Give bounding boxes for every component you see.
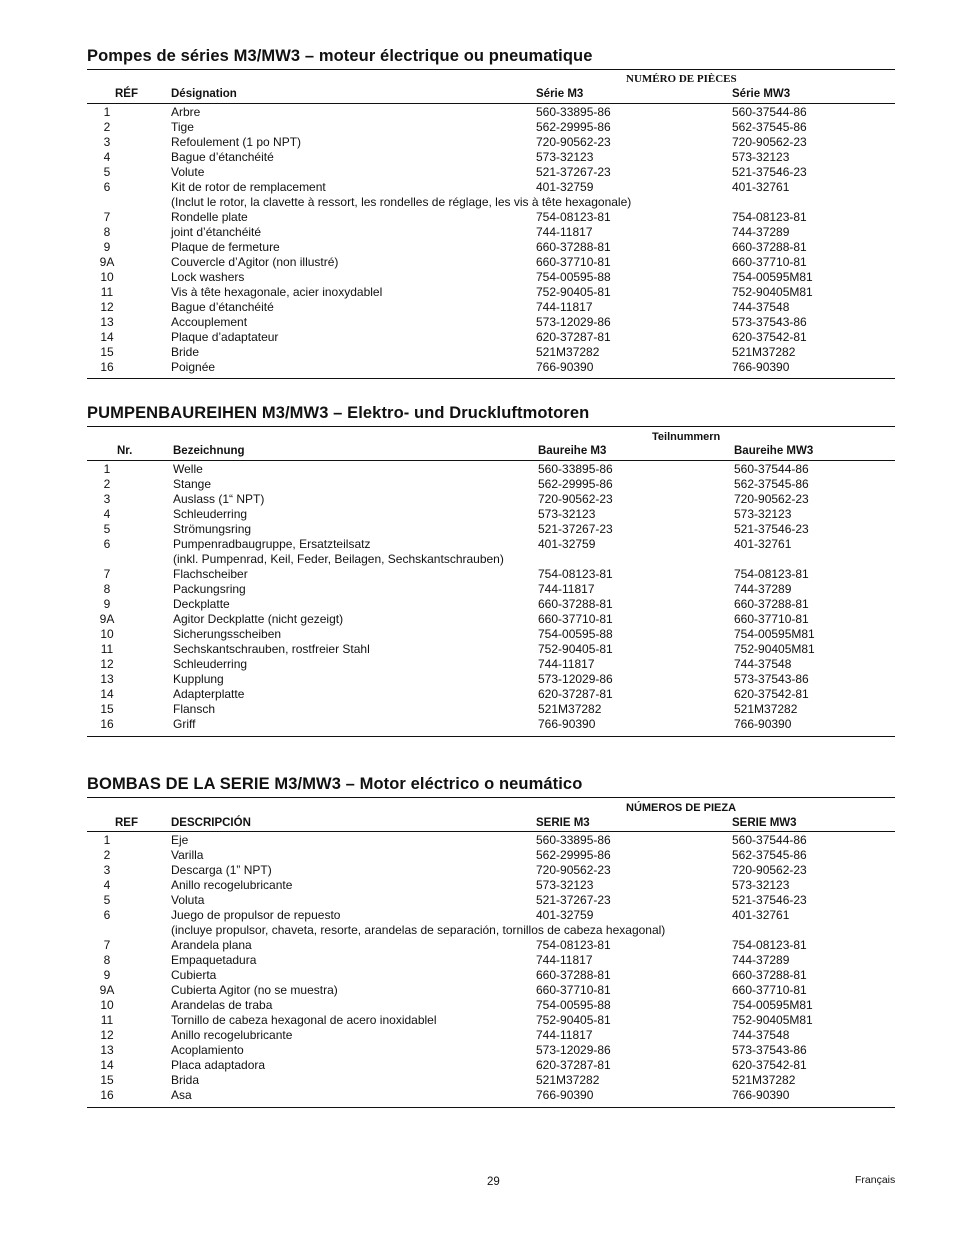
cell-part-m3: 620-37287-81 (536, 1058, 611, 1072)
cell-part-m3: 754-08123-81 (536, 938, 611, 952)
cell-description: Accouplement (171, 315, 248, 329)
table-row (87, 360, 895, 375)
cell-description: Auslass (1“ NPT) (173, 492, 265, 506)
cell-part-mw3: 560-37544-86 (732, 105, 807, 119)
table-row (87, 878, 895, 893)
cell-description: Strömungsring (173, 522, 252, 536)
cell-ref: 16 (100, 1088, 114, 1102)
cell-description: Welle (173, 462, 203, 476)
cell-part-mw3: 744-37548 (734, 657, 792, 671)
cell-part-m3: 744-11817 (536, 300, 593, 314)
cell-part-m3: 766-90390 (536, 360, 594, 374)
cell-part-mw3: 562-37545-86 (732, 848, 807, 862)
table-row (87, 833, 895, 848)
table-row (87, 863, 895, 878)
cell-part-mw3: 660-37288-81 (732, 240, 807, 254)
cell-part-mw3: 766-90390 (732, 360, 790, 374)
cell-part-mw3: 620-37542-81 (732, 330, 807, 344)
cell-part-mw3: 766-90390 (732, 1088, 790, 1102)
cell-part-mw3: 573-32123 (732, 878, 790, 892)
cell-part-m3: 521M37282 (536, 1073, 600, 1087)
table-row-note (87, 923, 895, 938)
cell-part-m3: 744-11817 (536, 953, 593, 967)
table-row (87, 893, 895, 908)
cell-ref: 9A (99, 255, 115, 269)
cell-ref: 14 (100, 687, 114, 701)
group-header: Teilnummern (652, 431, 721, 443)
col-header-ref: Nr. (117, 445, 133, 457)
col-header-designation: Désignation (171, 88, 237, 100)
cell-description: Asa (171, 1088, 192, 1102)
cell-ref: 14 (100, 330, 114, 344)
cell-part-m3: 521M37282 (538, 702, 602, 716)
cell-ref: 7 (103, 567, 111, 581)
cell-part-mw3: 744-37548 (732, 300, 790, 314)
table-row (87, 567, 895, 582)
cell-part-mw3: 521-37546-23 (732, 893, 807, 907)
cell-part-mw3: 521-37546-23 (734, 522, 809, 536)
cell-part-mw3: 752-90405M81 (734, 642, 815, 656)
table-row (87, 150, 895, 165)
cell-part-m3: 620-37287-81 (536, 330, 611, 344)
table-row (87, 285, 895, 300)
cell-part-mw3: 720-90562-23 (732, 135, 807, 149)
cell-ref: 6 (103, 537, 111, 551)
col-header-mw3: Baureihe MW3 (734, 445, 814, 457)
cell-part-m3: 521-37267-23 (536, 893, 611, 907)
cell-part-mw3: 660-37710-81 (734, 612, 809, 626)
cell-description: Plaque d’adaptateur (171, 330, 279, 344)
cell-part-m3: 752-90405-81 (536, 285, 611, 299)
cell-description: Deckplatte (173, 597, 230, 611)
cell-part-m3: 752-90405-81 (536, 1013, 611, 1027)
table-row (87, 1073, 895, 1088)
cell-ref: 15 (100, 1073, 114, 1087)
cell-part-m3: 562-29995-86 (538, 477, 613, 491)
cell-description: Schleuderring (173, 507, 248, 521)
table-row (87, 627, 895, 642)
cell-ref: 9A (99, 983, 115, 997)
col-header-m3: Série M3 (536, 88, 584, 100)
table-row (87, 717, 895, 732)
table-row (87, 315, 895, 330)
cell-ref: 11 (100, 642, 114, 656)
table-row (87, 687, 895, 702)
cell-ref: 10 (100, 998, 114, 1012)
table-row (87, 953, 895, 968)
table-row (87, 135, 895, 150)
table-row-note (87, 195, 895, 210)
cell-description: (Inclut le rotor, la clavette à ressort, les rondelles de réglage, les vis à tête hexagonale) (171, 195, 632, 209)
cell-part-m3: 754-08123-81 (536, 210, 611, 224)
cell-part-m3: 754-00595-88 (536, 998, 611, 1012)
cell-description: Kit de rotor de remplacement (171, 180, 326, 194)
cell-description: Acoplamiento (171, 1043, 244, 1057)
cell-part-mw3: 562-37545-86 (734, 477, 809, 491)
cell-part-m3: 660-37288-81 (536, 240, 611, 254)
group-header: NUMÉRO DE PIÈCES (626, 73, 737, 85)
cell-ref: 5 (103, 522, 111, 536)
cell-part-m3: 521-37267-23 (538, 522, 613, 536)
cell-description: Lock washers (171, 270, 245, 284)
table-row (87, 345, 895, 360)
cell-part-m3: 720-90562-23 (538, 492, 613, 506)
cell-ref: 2 (103, 848, 111, 862)
cell-part-mw3: 660-37710-81 (732, 255, 807, 269)
cell-description: Placa adaptadora (171, 1058, 266, 1072)
table-bottom-rule (87, 378, 895, 379)
cell-part-m3: 573-32123 (536, 878, 594, 892)
table-row (87, 225, 895, 240)
cell-ref: 15 (100, 345, 114, 359)
table-row (87, 210, 895, 225)
cell-ref: 15 (100, 702, 114, 716)
header-rule (87, 460, 895, 461)
cell-ref: 16 (100, 360, 114, 374)
cell-description: Adapterplatte (173, 687, 245, 701)
language-label: Français (855, 1174, 896, 1186)
table-row (87, 848, 895, 863)
cell-part-mw3: 660-37710-81 (732, 983, 807, 997)
table-row (87, 300, 895, 315)
cell-description: Vis à tête hexagonale, acier inoxydablel (171, 285, 383, 299)
table-bottom-rule (87, 736, 895, 737)
col-header-mw3: SERIE MW3 (732, 817, 797, 829)
cell-ref: 8 (103, 582, 111, 596)
cell-part-m3: 660-37710-81 (538, 612, 613, 626)
cell-part-m3: 560-33895-86 (538, 462, 613, 476)
cell-description: Bague d’étanchéité (171, 150, 274, 164)
table-row (87, 537, 895, 552)
cell-part-m3: 573-12029-86 (538, 672, 613, 686)
table-row (87, 255, 895, 270)
col-header-mw3: Série MW3 (732, 88, 791, 100)
cell-ref: 9 (103, 240, 111, 254)
cell-description: Bague d’étanchéité (171, 300, 274, 314)
cell-part-m3: 744-11817 (538, 657, 595, 671)
cell-description: Griff (173, 717, 196, 731)
cell-ref: 2 (103, 477, 111, 491)
cell-description: joint d’étanchéité (171, 225, 262, 239)
cell-description: Juego de propulsor de repuesto (171, 908, 341, 922)
cell-ref: 7 (103, 210, 111, 224)
table-row (87, 642, 895, 657)
cell-description: Volute (171, 165, 205, 179)
cell-description: Anillo recogelubricante (171, 1028, 293, 1042)
table-row (87, 702, 895, 717)
table-row (87, 597, 895, 612)
cell-part-m3: 744-11817 (536, 1028, 593, 1042)
cell-part-mw3: 754-08123-81 (732, 938, 807, 952)
parts-table-body (87, 833, 895, 1103)
cell-part-mw3: 744-37289 (734, 582, 792, 596)
cell-part-mw3: 720-90562-23 (734, 492, 809, 506)
cell-part-m3: 573-32123 (536, 150, 594, 164)
cell-description: Arandelas de traba (171, 998, 273, 1012)
parts-table-body (87, 105, 895, 375)
cell-description: Voluta (171, 893, 205, 907)
cell-description: Plaque de fermeture (171, 240, 280, 254)
cell-part-mw3: 766-90390 (734, 717, 792, 731)
cell-part-m3: 401-32759 (536, 180, 594, 194)
cell-part-m3: 660-37710-81 (536, 983, 611, 997)
table-row (87, 968, 895, 983)
section-title: BOMBAS DE LA SERIE M3/MW3 – Motor eléctrico o neumático (87, 775, 583, 793)
table-row (87, 105, 895, 120)
cell-part-m3: 720-90562-23 (536, 135, 611, 149)
cell-part-m3: 766-90390 (538, 717, 596, 731)
table-row (87, 270, 895, 285)
cell-part-m3: 720-90562-23 (536, 863, 611, 877)
table-row (87, 492, 895, 507)
cell-description: Arbre (171, 105, 201, 119)
cell-part-mw3: 573-37543-86 (732, 315, 807, 329)
cell-description: Brida (171, 1073, 200, 1087)
table-row (87, 180, 895, 195)
cell-description: Agitor Deckplatte (nicht gezeigt) (173, 612, 344, 626)
cell-ref: 3 (103, 863, 111, 877)
cell-part-mw3: 744-37548 (732, 1028, 790, 1042)
col-header-designation: DESCRIPCIÓN (171, 817, 251, 829)
cell-part-m3: 560-33895-86 (536, 833, 611, 847)
cell-part-m3: 660-37288-81 (536, 968, 611, 982)
cell-ref: 10 (100, 627, 114, 641)
cell-ref: 14 (100, 1058, 114, 1072)
cell-ref: 12 (100, 657, 114, 671)
cell-part-m3: 744-11817 (536, 225, 593, 239)
cell-part-mw3: 573-37543-86 (734, 672, 809, 686)
table-row (87, 1013, 895, 1028)
cell-ref: 13 (100, 1043, 114, 1057)
cell-description: (inkl. Pumpenrad, Keil, Feder, Beilagen, Sechskantschrauben) (173, 552, 504, 566)
header-rule (87, 103, 895, 104)
cell-part-mw3: 754-00595M81 (734, 627, 815, 641)
cell-description: Flachscheiber (173, 567, 248, 581)
cell-description: Rondelle plate (171, 210, 248, 224)
cell-part-mw3: 744-37289 (732, 953, 790, 967)
cell-part-m3: 401-32759 (536, 908, 594, 922)
section-title: PUMPENBAUREIHEN M3/MW3 – Elektro- und Druckluftmotoren (87, 404, 590, 422)
cell-part-m3: 754-08123-81 (538, 567, 613, 581)
title-rule (87, 797, 895, 798)
col-header-m3: SERIE M3 (536, 817, 590, 829)
title-rule (87, 69, 895, 70)
cell-part-mw3: 754-00595M81 (732, 270, 813, 284)
cell-part-m3: 560-33895-86 (536, 105, 611, 119)
cell-part-mw3: 620-37542-81 (734, 687, 809, 701)
cell-part-mw3: 660-37288-81 (732, 968, 807, 982)
cell-ref: 11 (100, 1013, 114, 1027)
cell-description: Sicherungsscheiben (173, 627, 282, 641)
cell-part-mw3: 521M37282 (732, 345, 796, 359)
cell-part-mw3: 401-32761 (732, 908, 790, 922)
cell-part-m3: 521-37267-23 (536, 165, 611, 179)
title-rule (87, 426, 895, 427)
cell-ref: 1 (103, 833, 111, 847)
cell-part-m3: 754-00595-88 (538, 627, 613, 641)
cell-ref: 7 (103, 938, 111, 952)
table-row (87, 998, 895, 1013)
cell-part-m3: 562-29995-86 (536, 120, 611, 134)
table-row (87, 983, 895, 998)
cell-part-mw3: 754-08123-81 (732, 210, 807, 224)
cell-part-m3: 573-12029-86 (536, 315, 611, 329)
col-header-designation: Bezeichnung (173, 445, 245, 457)
cell-ref: 8 (103, 225, 111, 239)
table-row (87, 657, 895, 672)
cell-part-mw3: 562-37545-86 (732, 120, 807, 134)
cell-part-mw3: 401-32761 (734, 537, 792, 551)
cell-ref: 13 (100, 315, 114, 329)
cell-part-m3: 744-11817 (538, 582, 595, 596)
header-rule (87, 831, 895, 832)
table-row (87, 938, 895, 953)
cell-part-mw3: 660-37288-81 (734, 597, 809, 611)
cell-part-m3: 620-37287-81 (538, 687, 613, 701)
cell-ref: 9A (99, 612, 115, 626)
cell-ref: 1 (103, 462, 111, 476)
cell-description: Couvercle d’Agitor (non illustré) (171, 255, 339, 269)
cell-part-mw3: 754-00595M81 (732, 998, 813, 1012)
cell-description: Schleuderring (173, 657, 248, 671)
col-header-ref: RÉF (115, 88, 138, 100)
cell-part-mw3: 401-32761 (732, 180, 790, 194)
cell-ref: 3 (103, 492, 111, 506)
cell-part-mw3: 752-90405M81 (732, 1013, 813, 1027)
table-row (87, 672, 895, 687)
cell-ref: 12 (100, 1028, 114, 1042)
cell-description: Refoulement (1 po NPT) (171, 135, 302, 149)
table-row (87, 1028, 895, 1043)
cell-description: Tige (171, 120, 194, 134)
cell-description: Cubierta (171, 968, 217, 982)
cell-part-m3: 521M37282 (536, 345, 600, 359)
group-header: NÚMEROS DE PIEZA (626, 802, 737, 814)
cell-ref: 5 (103, 165, 111, 179)
cell-description: Pumpenradbaugruppe, Ersatzteilsatz (173, 537, 371, 551)
cell-ref: 9 (103, 968, 111, 982)
table-row (87, 462, 895, 477)
col-header-m3: Baureihe M3 (538, 445, 607, 457)
table-row (87, 330, 895, 345)
cell-ref: 2 (103, 120, 111, 134)
cell-part-mw3: 620-37542-81 (732, 1058, 807, 1072)
section-title: Pompes de séries M3/MW3 – moteur électrique ou pneumatique (87, 47, 593, 65)
cell-part-mw3: 744-37289 (732, 225, 790, 239)
cell-part-m3: 573-32123 (538, 507, 596, 521)
cell-description: Stange (173, 477, 212, 491)
cell-part-mw3: 573-37543-86 (732, 1043, 807, 1057)
cell-part-mw3: 521M37282 (734, 702, 798, 716)
table-bottom-rule (87, 1107, 895, 1108)
cell-ref: 10 (100, 270, 114, 284)
cell-description: Arandela plana (171, 938, 252, 952)
cell-ref: 4 (103, 150, 111, 164)
cell-description: Anillo recogelubricante (171, 878, 293, 892)
table-row (87, 522, 895, 537)
cell-description: Kupplung (173, 672, 224, 686)
cell-part-m3: 660-37288-81 (538, 597, 613, 611)
cell-ref: 8 (103, 953, 111, 967)
cell-part-mw3: 560-37544-86 (732, 833, 807, 847)
cell-ref: 4 (103, 878, 111, 892)
table-row (87, 240, 895, 255)
cell-part-mw3: 720-90562-23 (732, 863, 807, 877)
parts-table-body (87, 462, 895, 732)
cell-description: Packungsring (173, 582, 246, 596)
cell-description: Empaquetadura (171, 953, 257, 967)
table-row (87, 165, 895, 180)
table-row (87, 582, 895, 597)
cell-ref: 1 (103, 105, 111, 119)
cell-part-m3: 766-90390 (536, 1088, 594, 1102)
cell-part-m3: 401-32759 (538, 537, 596, 551)
cell-ref: 6 (103, 908, 111, 922)
cell-ref: 9 (103, 597, 111, 611)
cell-description: Eje (171, 833, 189, 847)
cell-ref: 13 (100, 672, 114, 686)
table-row (87, 120, 895, 135)
table-row (87, 1088, 895, 1103)
cell-ref: 12 (100, 300, 114, 314)
cell-part-m3: 562-29995-86 (536, 848, 611, 862)
table-row (87, 1058, 895, 1073)
table-row (87, 507, 895, 522)
cell-description: Flansch (173, 702, 216, 716)
cell-description: Bride (171, 345, 200, 359)
cell-part-mw3: 752-90405M81 (732, 285, 813, 299)
cell-part-m3: 754-00595-88 (536, 270, 611, 284)
cell-part-m3: 573-12029-86 (536, 1043, 611, 1057)
table-row (87, 477, 895, 492)
cell-part-mw3: 521M37282 (732, 1073, 796, 1087)
cell-ref: 6 (103, 180, 111, 194)
cell-description: Varilla (171, 848, 204, 862)
cell-ref: 11 (100, 285, 114, 299)
cell-description: Cubierta Agitor (no se muestra) (171, 983, 338, 997)
cell-ref: 3 (103, 135, 111, 149)
page-number: 29 (487, 1176, 500, 1188)
table-row (87, 908, 895, 923)
cell-part-m3: 752-90405-81 (538, 642, 613, 656)
cell-description: Sechskantschrauben, rostfreier Stahl (173, 642, 370, 656)
cell-part-mw3: 521-37546-23 (732, 165, 807, 179)
cell-part-mw3: 573-32123 (732, 150, 790, 164)
cell-ref: 5 (103, 893, 111, 907)
cell-ref: 4 (103, 507, 111, 521)
table-row (87, 612, 895, 627)
cell-part-mw3: 560-37544-86 (734, 462, 809, 476)
table-row-note (87, 552, 895, 567)
cell-ref: 16 (100, 717, 114, 731)
cell-description: Tornillo de cabeza hexagonal de acero inoxidablel (171, 1013, 437, 1027)
cell-description: Descarga (1” NPT) (171, 863, 272, 877)
table-row (87, 1043, 895, 1058)
cell-description: (incluye propulsor, chaveta, resorte, arandelas de separación, tornillos de cabeza hexagonal) (171, 923, 666, 937)
cell-description: Poignée (171, 360, 216, 374)
cell-part-m3: 660-37710-81 (536, 255, 611, 269)
cell-part-mw3: 573-32123 (734, 507, 792, 521)
cell-part-mw3: 754-08123-81 (734, 567, 809, 581)
col-header-ref: REF (115, 817, 138, 829)
